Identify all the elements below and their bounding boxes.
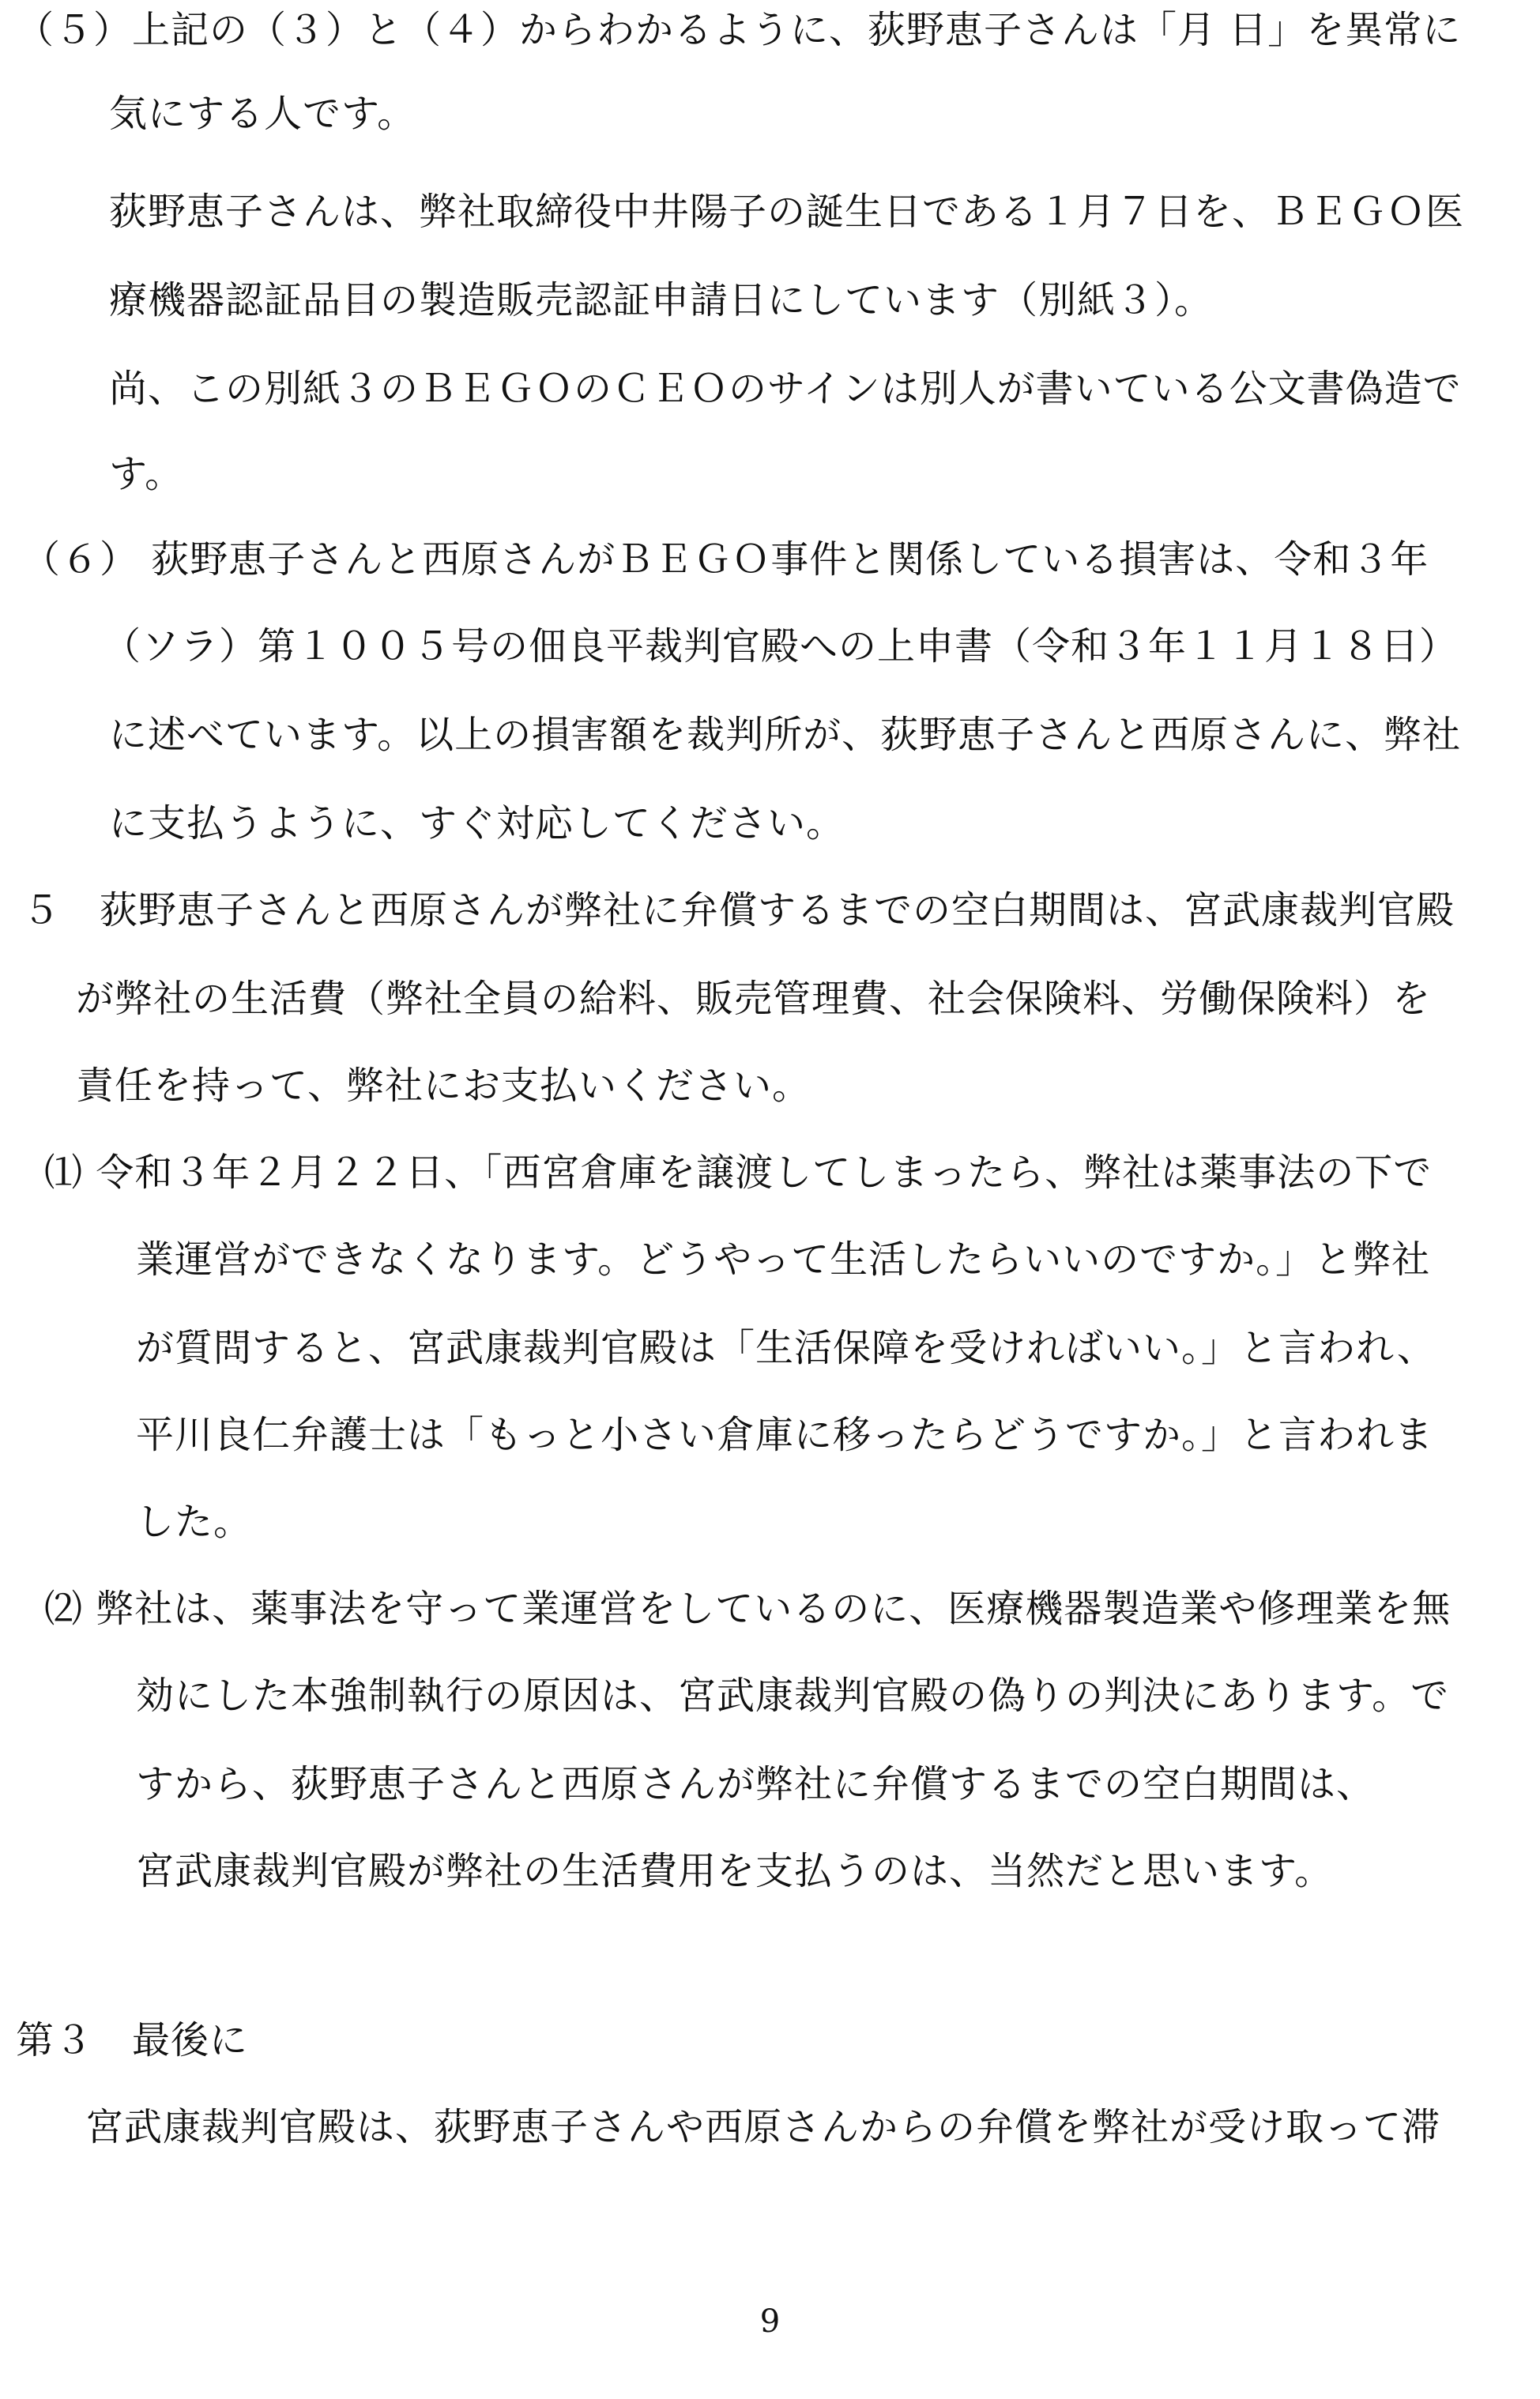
paragraph-line: ⑴ 令和３年２月２２日、「西宮倉庫を譲渡してしまったら、弊社は薬事法の下で — [44, 1151, 1433, 1195]
paragraph-line: 宮武康裁判官殿は、荻野恵子さんや西原さんからの弁償を弊社が受け取って滞 — [85, 2105, 1441, 2149]
paragraph-line: ５ 荻野恵子さんと西原さんが弊社に弁償するまでの空白期間は、宮武康裁判官殿 — [22, 888, 1455, 932]
paragraph-line: （ソラ）第１００５号の佃良平裁判官殿への上申書（令和３年１１月１８日） — [103, 624, 1459, 668]
paragraph-line: 気にする人です。 — [109, 92, 416, 136]
paragraph-line: すから、荻野恵子さんと西原さんが弊社に弁償するまでの空白期間は、 — [136, 1762, 1376, 1806]
paragraph-line: （５）上記の（３）と（４）からわかるように、荻野恵子さんは「月 日」を異常に — [16, 8, 1462, 52]
paragraph-line: が弊社の生活費（弊社全員の給料、販売管理費、社会保険料、労働保険料）を — [76, 977, 1432, 1021]
paragraph-line: す。 — [109, 452, 184, 496]
section-heading: 第３ 最後に — [16, 2018, 249, 2062]
paragraph-line: 平川良仁弁護士は「もっと小さい倉庫に移ったらどうですか。」と言われま — [136, 1413, 1434, 1457]
paragraph-line: が質問すると、宮武康裁判官殿は「生活保障を受ければいい。」と言われ、 — [136, 1326, 1436, 1370]
paragraph-line: 責任を持って、弊社にお支払いください。 — [76, 1064, 811, 1108]
paragraph-line: に述べています。以上の損害額を裁判所が、荻野恵子さんと西原さんに、弊社 — [109, 713, 1462, 757]
paragraph-line: 効にした本強制執行の原因は、宮武康裁判官殿の偽りの判決にあります。で — [136, 1674, 1450, 1718]
paragraph-line: （６） 荻野恵子さんと西原さんがＢＥＧＯ事件と関係している損害は、令和３年 — [22, 537, 1429, 582]
paragraph-line: ⑵ 弊社は、薬事法を守って業運営をしているのに、医療機器製造業や修理業を無 — [44, 1587, 1452, 1631]
paragraph-line: 業運営ができなくなります。どうやって生活したらいいのですか。」と弊社 — [136, 1237, 1431, 1282]
paragraph-line: 宮武康裁判官殿が弊社の生活費用を支払うのは、当然だと思います。 — [136, 1849, 1334, 1893]
paragraph-line: 療機器認証品目の製造販売認証申請日にしています（別紙３）。 — [109, 278, 1214, 322]
paragraph-line: に支払うように、すぐ対応してください。 — [109, 801, 845, 845]
page-number: 9 — [759, 2303, 781, 2340]
paragraph-line: 荻野恵子さんは、弊社取締役中井陽子の誕生日である１月７日を、ＢＥＧＯ医 — [109, 190, 1465, 234]
paragraph-line: 尚、この別紙３のＢＥＧＯのＣＥＯのサインは別人が書いている公文書偽造で — [109, 367, 1462, 411]
paragraph-line: した。 — [136, 1500, 253, 1544]
